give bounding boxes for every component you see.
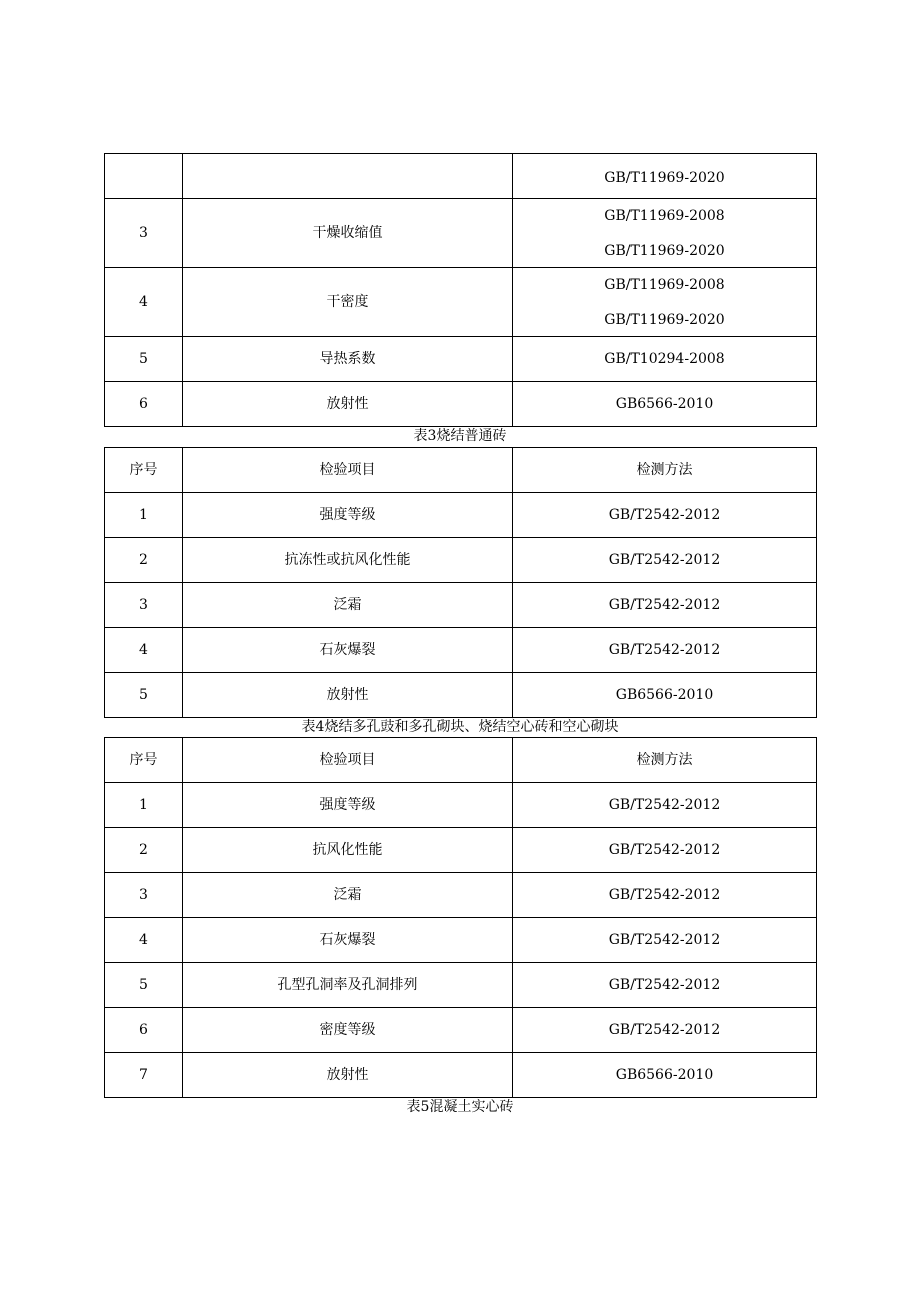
row-number: 4 <box>105 918 183 963</box>
header-item: 检验项目 <box>183 448 513 493</box>
table-row <box>105 199 817 268</box>
test-item: 密度等级 <box>183 1008 513 1053</box>
row-number: 2 <box>105 828 183 873</box>
test-item: 石灰爆裂 <box>183 918 513 963</box>
row-number: 5 <box>105 673 183 718</box>
test-item: 石灰爆裂 <box>183 628 513 673</box>
test-method: GB6566-2010 <box>513 1053 817 1098</box>
test-method: GB/T2542-2012 <box>513 628 817 673</box>
row-number: 3 <box>105 199 183 268</box>
test-item: 抗风化性能 <box>183 828 513 873</box>
method-line: GB/T11969-2008 <box>604 207 725 224</box>
table-row <box>105 628 817 673</box>
test-method: GB/T2542-2012 <box>513 783 817 828</box>
table-row <box>105 337 817 382</box>
row-number: 2 <box>105 538 183 583</box>
row-number: 5 <box>105 337 183 382</box>
test-item <box>183 154 513 199</box>
method-line: GB/T11969-2020 <box>604 311 725 328</box>
table-header-row <box>105 448 817 493</box>
table-row <box>105 1008 817 1053</box>
table-row <box>105 268 817 337</box>
table-continued <box>104 153 817 427</box>
test-item: 泛霜 <box>183 873 513 918</box>
test-item: 干燥收缩值 <box>183 199 513 268</box>
test-item: 导热系数 <box>183 337 513 382</box>
test-item: 放射性 <box>183 673 513 718</box>
test-method: GB6566-2010 <box>513 673 817 718</box>
test-method: GB/T2542-2012 <box>513 538 817 583</box>
test-method: GB6566-2010 <box>513 382 817 427</box>
row-number: 1 <box>105 783 183 828</box>
table-row <box>105 583 817 628</box>
method-line: GB/T11969-2020 <box>604 242 725 259</box>
table-row <box>105 493 817 538</box>
test-item: 干密度 <box>183 268 513 337</box>
table-row <box>105 1053 817 1098</box>
test-item: 强度等级 <box>183 783 513 828</box>
test-method: GB/T2542-2012 <box>513 963 817 1008</box>
test-item: 放射性 <box>183 1053 513 1098</box>
row-number: 3 <box>105 583 183 628</box>
header-method: 检测方法 <box>513 448 817 493</box>
row-number: 1 <box>105 493 183 538</box>
header-method: 检测方法 <box>513 738 817 783</box>
row-number: 3 <box>105 873 183 918</box>
test-item: 放射性 <box>183 382 513 427</box>
test-method: GB/T2542-2012 <box>513 873 817 918</box>
test-method: GB/T2542-2012 <box>513 583 817 628</box>
test-item: 孔型孔洞率及孔洞排列 <box>183 963 513 1008</box>
table3-caption: 表3烧结普通砖 <box>413 428 507 444</box>
row-number: 4 <box>105 628 183 673</box>
table5-caption: 表5混凝土实心砖 <box>406 1099 514 1115</box>
row-number: 6 <box>105 1008 183 1053</box>
header-number: 序号 <box>105 448 183 493</box>
table-row <box>105 963 817 1008</box>
table3 <box>104 447 817 718</box>
row-number: 5 <box>105 963 183 1008</box>
test-method: GB/T2542-2012 <box>513 1008 817 1053</box>
test-method: GB/T11969-2020 <box>513 154 817 199</box>
table-row <box>105 873 817 918</box>
table-row <box>105 538 817 583</box>
table4 <box>104 737 817 1098</box>
test-item: 强度等级 <box>183 493 513 538</box>
test-method: GB/T2542-2012 <box>513 918 817 963</box>
test-method: GB/T2542-2012 <box>513 828 817 873</box>
table-row <box>105 154 817 199</box>
table-row <box>105 783 817 828</box>
test-method <box>513 268 817 337</box>
test-item: 抗冻性或抗风化性能 <box>183 538 513 583</box>
test-method: GB/T10294-2008 <box>513 337 817 382</box>
test-method <box>513 199 817 268</box>
header-number: 序号 <box>105 738 183 783</box>
test-method: GB/T2542-2012 <box>513 493 817 538</box>
method-line: GB/T11969-2008 <box>604 276 725 293</box>
test-item: 泛霜 <box>183 583 513 628</box>
row-number: 7 <box>105 1053 183 1098</box>
table-row <box>105 828 817 873</box>
table-row <box>105 382 817 427</box>
table-row <box>105 673 817 718</box>
row-number: 6 <box>105 382 183 427</box>
table4-caption: 表4烧结多孔豉和多孔砌块、烧结空心砖和空心砌块 <box>301 719 619 735</box>
table-row <box>105 918 817 963</box>
header-item: 检验项目 <box>183 738 513 783</box>
row-number: 4 <box>105 268 183 337</box>
table-header-row <box>105 738 817 783</box>
row-number <box>105 154 183 199</box>
